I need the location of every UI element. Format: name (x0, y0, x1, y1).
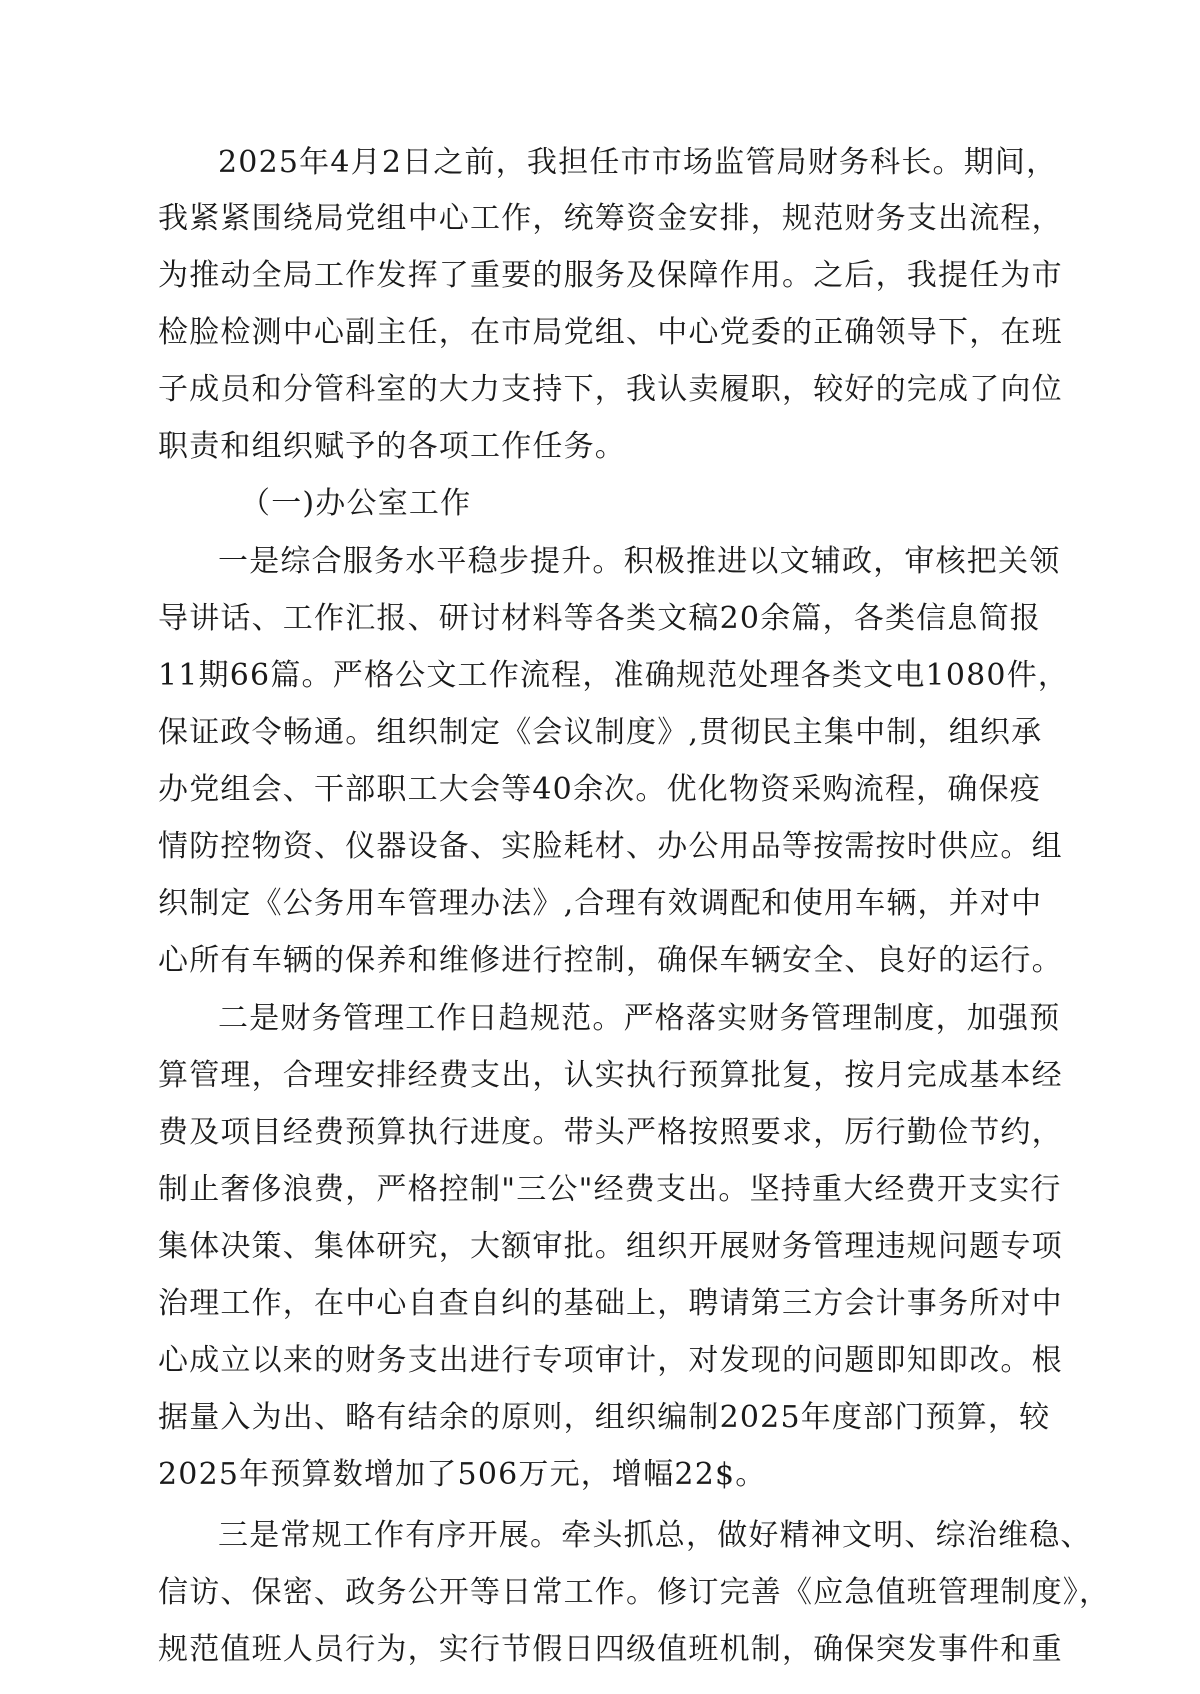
paragraph-line: 职责和组织赋予的各项工作任务。 (158, 429, 626, 464)
paragraph-line: 一是综合服务水平稳步提升。积极推进以文辅政，审核把关领 (218, 544, 1061, 579)
paragraph-line: 子成员和分管科室的大力支持下，我认卖履职，较好的完成了向位 (158, 372, 1063, 407)
paragraph-line: 办党组会、干部职工大会等40余次。优化物资采购流程，确保疫 (158, 772, 1041, 807)
paragraph-line: 制止奢侈浪费，严格控制"三公"经费支出。坚持重大经费开支实行 (158, 1172, 1062, 1207)
paragraph-line: 导讲话、工作汇报、研讨材料等各类文稿20余篇，各类信息简报 (158, 601, 1041, 636)
paragraph-line: 费及项目经费预算执行进度。带头严格按照要求，厉行勤俭节约， (158, 1115, 1063, 1150)
paragraph-line: 治理工作，在中心自查自纠的基础上，聘请第三方会计事务所对中 (158, 1286, 1063, 1321)
section-heading: （一)办公室工作 (240, 486, 472, 521)
paragraph-line: 三是常规工作有序开展。牵头抓总，做好精神文明、综治维稳、 (218, 1518, 1092, 1553)
paragraph-line: 算管理，合理安排经费支出，认实执行预算批复，按月完成基本经 (158, 1058, 1063, 1093)
paragraph-line: 我紧紧围绕局党组中心工作，统筹资金安排，规范财务支出流程， (158, 201, 1063, 236)
paragraph-line: 集体决策、集体研究，大额审批。组织开展财务管理违规问题专项 (158, 1229, 1063, 1264)
paragraph-line: 2025年预算数增加了506万元，增幅22$。 (158, 1457, 767, 1492)
paragraph-line: 心所有车辆的保养和维修进行控制，确保车辆安全、良好的运行。 (158, 943, 1063, 978)
paragraph-line: 保证政令畅通。组织制定《会议制度》,贯彻民主集中制，组织承 (158, 715, 1043, 750)
paragraph-line: 据量入为出、略有结余的原则，组织编制2025年度部门预算，较 (158, 1400, 1051, 1435)
paragraph-line: 为推动全局工作发挥了重要的服务及保障作用。之后，我提任为市 (158, 258, 1063, 293)
paragraph-line: 检脸检测中心副主任，在市局党组、中心党委的正确领导下，在班 (158, 315, 1063, 350)
paragraph-line: 情防控物资、仪器设备、实脸耗材、办公用品等按需按时供应。组 (158, 829, 1063, 864)
paragraph-line: 织制定《公务用车管理办法》,合理有效调配和使用车辆，并对中 (158, 886, 1043, 921)
paragraph-line: 信访、保密、政务公开等日常工作。修订完善《应急值班管理制度》， (158, 1575, 1111, 1610)
paragraph-line: 心成立以来的财务支出进行专项审计，对发现的问题即知即改。根 (158, 1343, 1063, 1378)
paragraph-line: 二是财务管理工作日趋规范。严格落实财务管理制度，加强预 (218, 1001, 1061, 1036)
paragraph-line: 规范值班人员行为，实行节假日四级值班机制，确保突发事件和重 (158, 1632, 1063, 1667)
paragraph-line: 11期66篇。严格公文工作流程，准确规范处理各类文电1080件， (158, 658, 1070, 693)
paragraph-line: 2025年4月2日之前，我担任市市场监管局财务科长。期间， (218, 145, 1058, 180)
